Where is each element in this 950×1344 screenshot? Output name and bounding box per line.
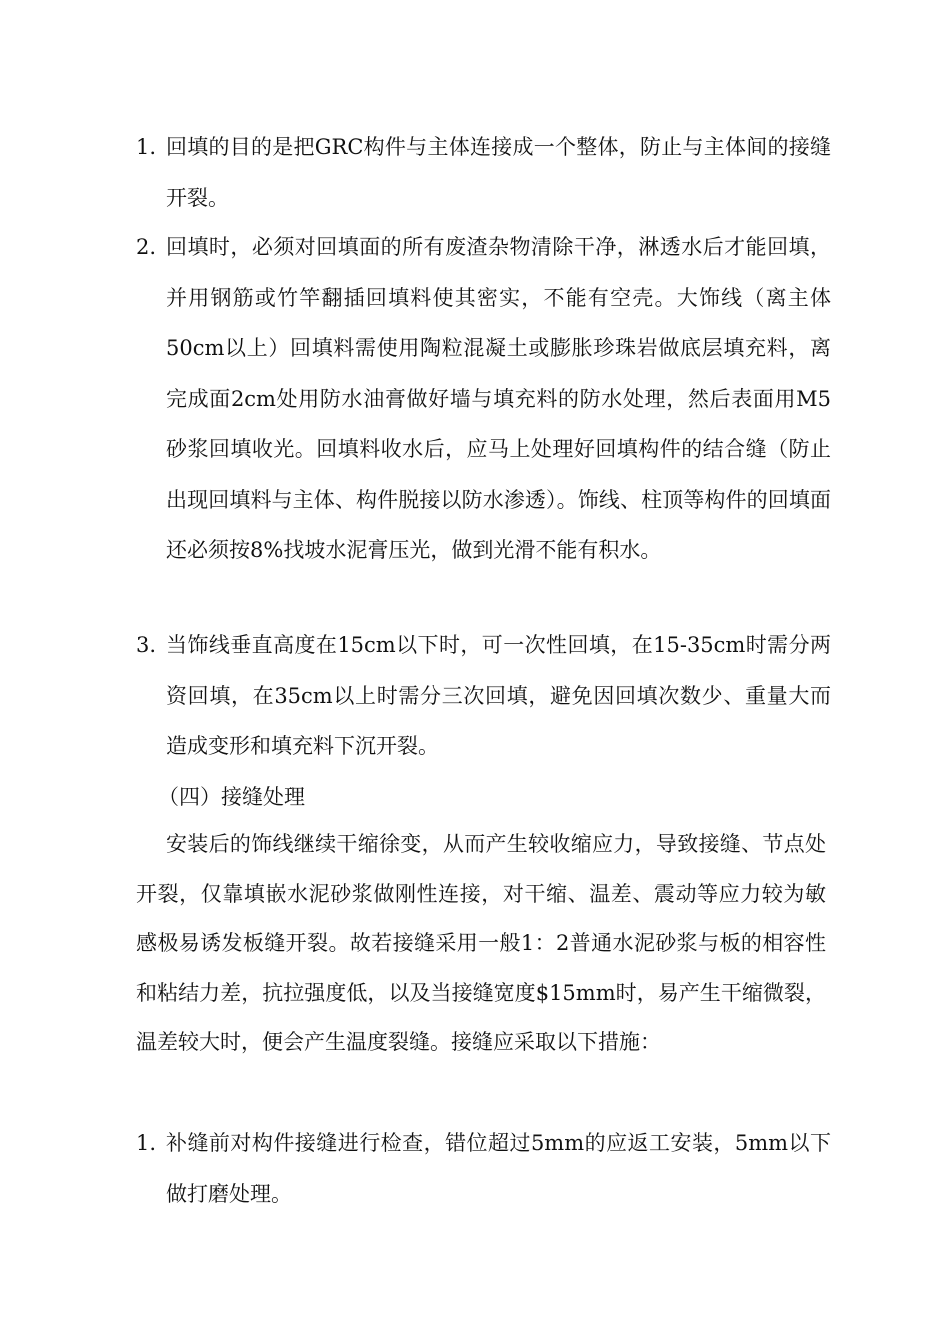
list-number: 1. [136,135,157,159]
list-item-text: 当饰线垂直高度在15cm以下时，可一次性回填，在15-35cm时需分两资回填，在35cm以上时需分三次回填，避免因回填次数少、重量大而造成变形和填充料下沉开裂。 [166,633,831,758]
section-heading: （四）接缝处理 [158,785,305,809]
list-number: 2. [136,235,157,259]
section-paragraph: 安装后的饰线继续干缩徐变，从而产生较收缩应力，导致接缝、节点处开裂，仅靠填嵌水泥砂浆做刚性连接，对干缩、温差、震动等应力较为敏感极易诱发板缝开裂。故若接缝采用一般1：2普通水泥砂浆与板的相容性和粘结力差，抗拉强度低，以及当接缝宽度$15mm时，易产生干缩微裂，温差较大时，便会产生温度裂缝。接缝应采取以下措施： [136,832,826,1055]
list-number: 1. [136,1131,157,1155]
list-item-text: 补缝前对构件接缝进行检查，错位超过5mm的应返工安装，5mm以下做打磨处理。 [166,1131,831,1206]
list-item-text: 回填时，必须对回填面的所有废渣杂物清除干净，淋透水后才能回填，并用钢筋或竹竿翻插回填料使其密实，不能有空壳。大饰线（离主体50cm以上）回填料需使用陶粒混凝土或膨胀珍珠岩做底层填充料，离完成面2cm处用防水油膏做好墙与填充料的防水处理，然后表面用M5砂浆回填收光。回填料收水后，应马上处理好回填构件的结合缝（防止出现回填料与主体、构件脱接以防水渗透）。饰线、柱顶等构件的回填面还必须按8%找坡水泥膏压光，做到光滑不能有积水。 [166,235,831,562]
list-number: 3. [136,633,157,657]
list-item-text: 回填的目的是把GRC构件与主体连接成一个整体，防止与主体间的接缝开裂。 [166,135,831,210]
